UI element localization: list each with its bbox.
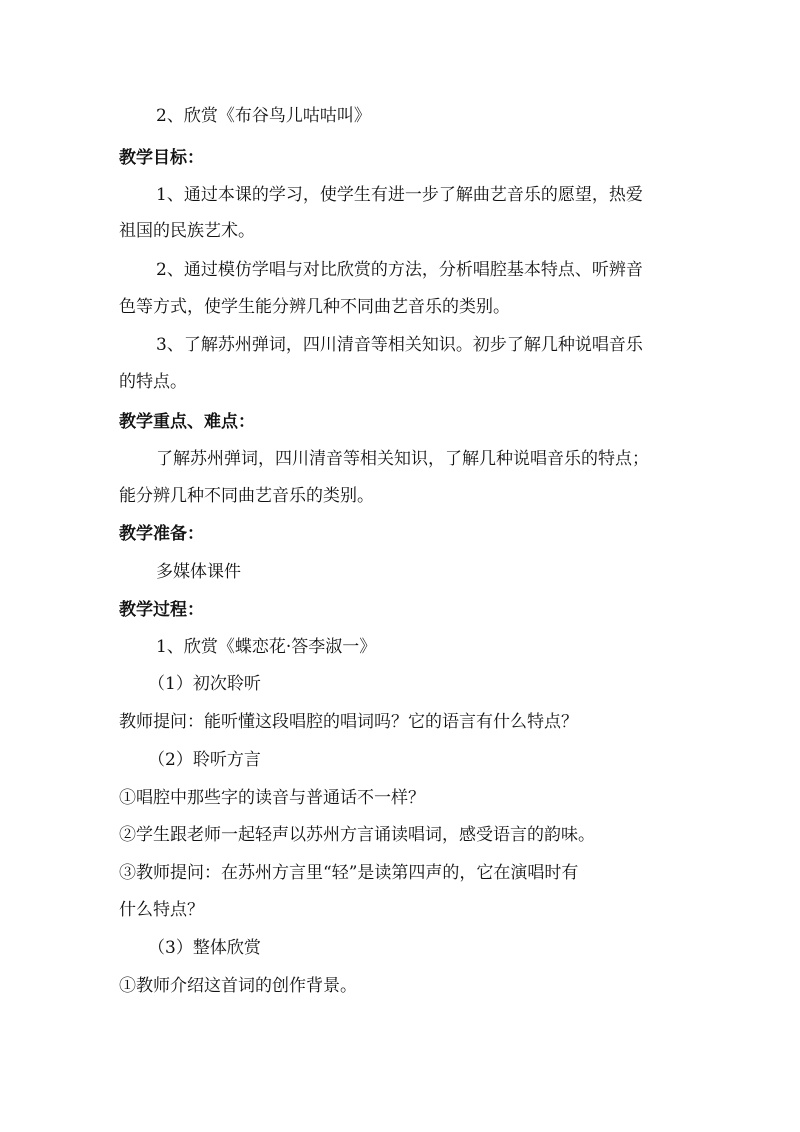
heading-key-points: 教学重点、难点： [119,412,255,432]
key-points-line-2: 能分辨几种不同曲艺音乐的类别。 [119,486,374,506]
heading-preparation: 教学准备： [119,524,204,544]
teacher-question-1: 教师提问：能听懂这段唱腔的唱词吗？它的语言有什么特点？ [119,712,578,732]
overall-appreciation-point-1: ①教师介绍这首词的创作背景。 [119,976,357,996]
item-appreciation-2: 2、欣赏《布谷鸟儿咕咕叫》 [156,106,371,126]
heading-teaching-goals: 教学目标： [119,148,204,168]
goal-3-line-2: 的特点。 [119,372,187,392]
goal-1-line-1: 1、通过本课的学习，使学生有进一步了解曲艺音乐的愿望，热爱 [156,185,643,205]
preparation-text: 多媒体课件 [156,562,241,582]
heading-process: 教学过程： [119,600,204,620]
dialect-point-2: ②学生跟老师一起轻声以苏州方言诵读唱词，感受语言的韵味。 [119,825,595,845]
process-step-1: 1、欣赏《蝶恋花·答李淑一》 [156,637,377,657]
goal-1-line-2: 祖国的民族艺术。 [119,221,255,241]
key-points-line-1: 了解苏州弹词，四川清音等相关知识，了解几种说唱音乐的特点； [156,449,649,469]
goal-2-line-1: 2、通过模仿学唱与对比欣赏的方法，分析唱腔基本特点、听辨音 [156,260,643,280]
process-substep-3: （3）整体欣赏 [148,938,261,958]
dialect-point-3-line-2: 什么特点？ [119,900,204,920]
dialect-point-3-line-1: ③教师提问：在苏州方言里“轻”是读第四声的，它在演唱时有 [119,863,579,883]
process-substep-2: （2）聆听方言 [148,750,261,770]
dialect-point-1: ①唱腔中那些字的读音与普通话不一样？ [119,788,425,808]
goal-3-line-1: 3、了解苏州弹词，四川清音等相关知识。初步了解几种说唱音乐 [156,335,643,355]
process-substep-1: （1）初次聆听 [148,674,261,694]
goal-2-line-2: 色等方式，使学生能分辨几种不同曲艺音乐的类别。 [119,297,510,317]
